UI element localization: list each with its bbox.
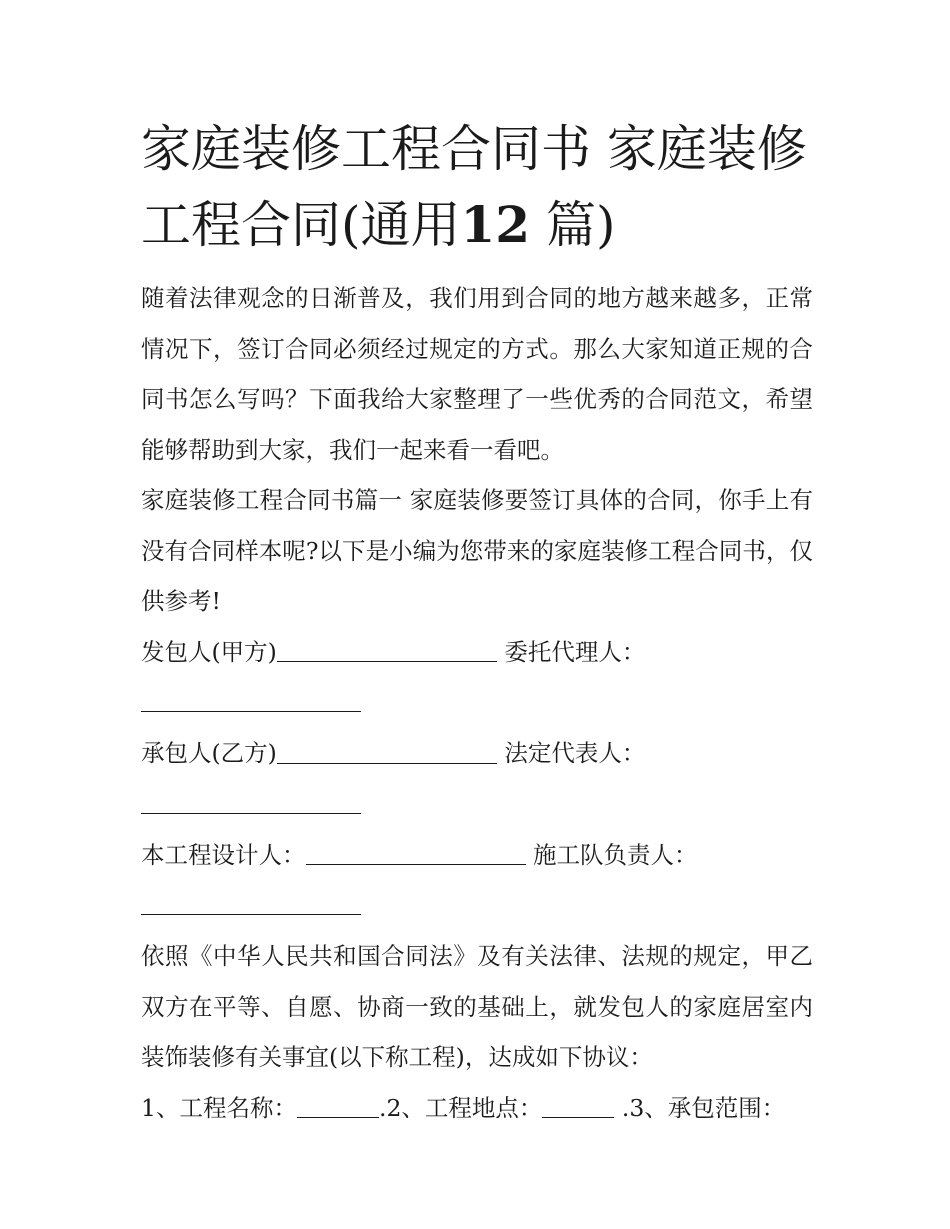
item2-blank[interactable] (542, 1093, 614, 1119)
party-a-agent-blank[interactable] (141, 677, 361, 712)
items-line (141, 1083, 813, 1134)
team-leader-label: 施工队负责人： (532, 840, 698, 869)
designer-blank[interactable] (306, 840, 526, 866)
party-b-line (141, 728, 813, 779)
title-text-part1: 家庭装修工程合同书 家庭装修工程合同(通用 (141, 120, 807, 254)
party-b-label: 承包人(乙方) (141, 739, 277, 767)
intro-paragraph: 随着法律观念的日渐普及，我们用到合同的地方越来越多，正常情况下，签订合同必须经过规定的方式。那么大家知道正规的合同书怎么写吗？下面我给大家整理了一些优秀的合同范文，希望能够帮助到大家，我们一起来看一看吧。 (141, 284, 813, 464)
designer-line (141, 830, 813, 881)
party-b-blank[interactable] (277, 738, 497, 764)
section-intro-paragraph: 家庭装修工程合同书篇一 家庭装修要签订具体的合同，你手上有没有合同样本呢?以下是小编为您带来的家庭装修工程合同书，仅供参考! (141, 486, 813, 615)
item1-label: 1、工程名称： (141, 1093, 297, 1122)
party-a-line (141, 627, 813, 678)
title-text-part2: 篇) (546, 196, 616, 254)
party-a-label: 发包人(甲方) (141, 637, 277, 666)
document-page (141, 112, 813, 1133)
item2-sep: . (621, 1093, 630, 1122)
basis-paragraph: 依照《中华人民共和国合同法》及有关法律、法规的规定，甲乙双方在平等、自愿、协商一致的基础上，就发包人的家庭居室内装饰装修有关事宜(以下称工程)，达成如下协议： (141, 942, 813, 1071)
document-title (141, 112, 813, 263)
team-leader-blank[interactable] (141, 880, 361, 915)
party-b-rep-label: 法定代表人： (504, 739, 646, 767)
party-b-rep-blank[interactable] (141, 779, 361, 814)
party-a-agent-label: 委托代理人： (504, 637, 646, 666)
title-number: 12 (460, 195, 531, 254)
item1-sep: . (378, 1093, 387, 1122)
designer-label: 本工程设计人： (141, 840, 306, 869)
item2-label: 2、工程地点： (386, 1093, 543, 1122)
item1-blank[interactable] (297, 1093, 379, 1119)
party-a-blank[interactable] (277, 637, 497, 663)
item3-label: 3、承包范围： (629, 1093, 786, 1122)
